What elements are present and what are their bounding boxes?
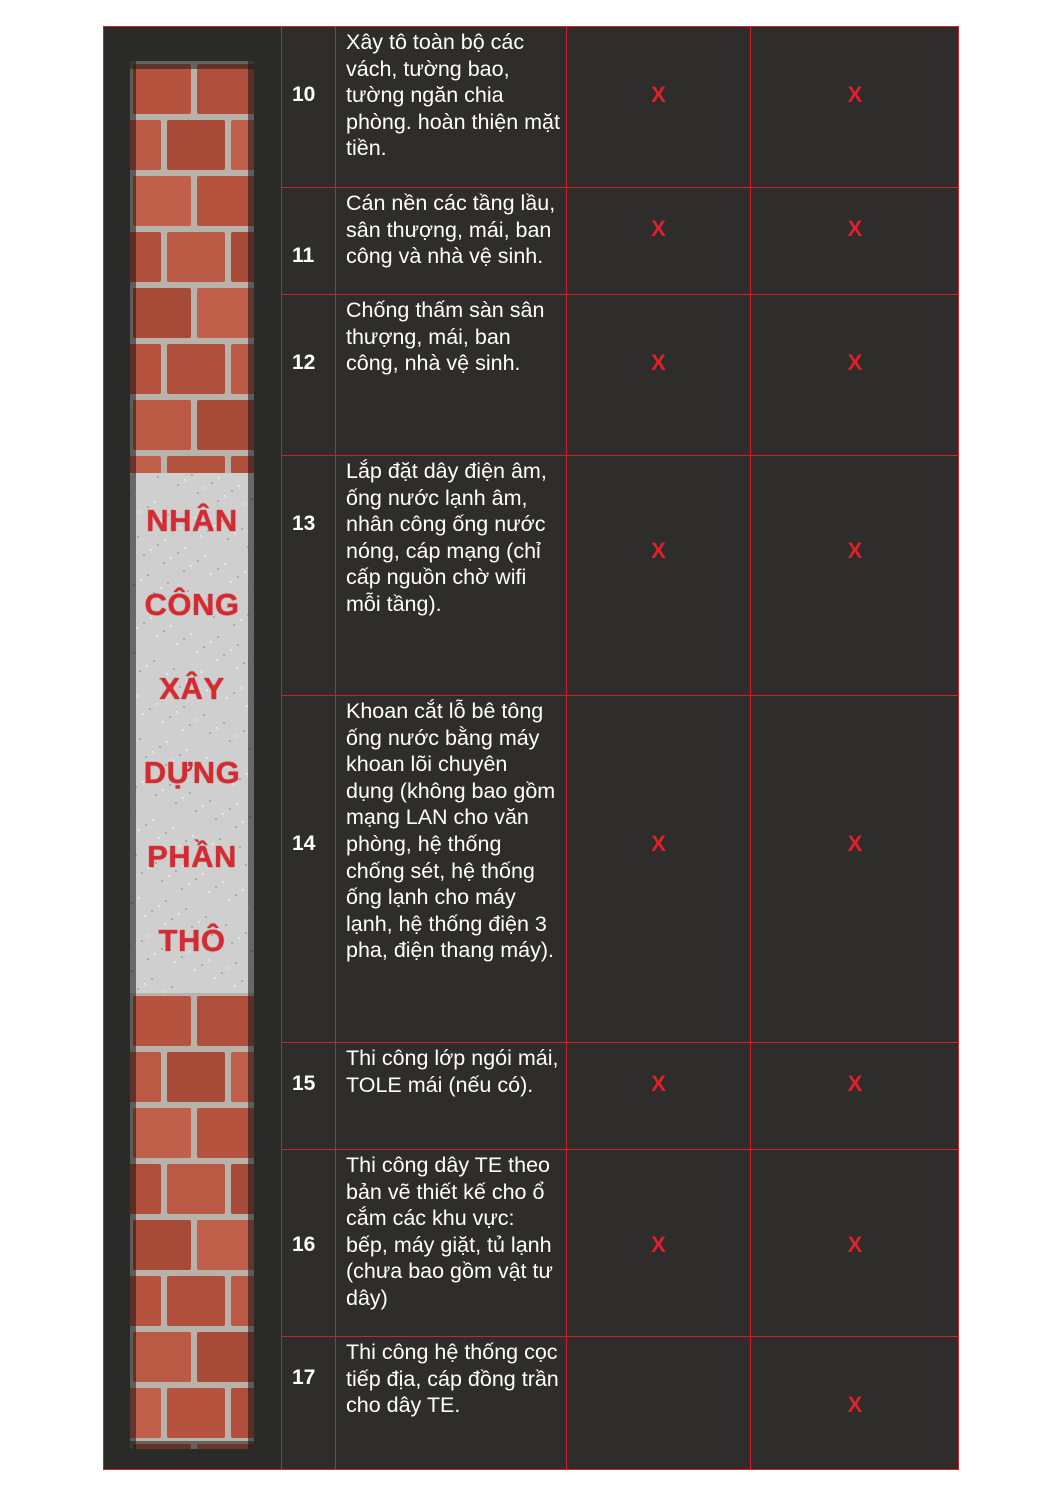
sidebar-label-line: NHÂN xyxy=(146,503,238,538)
sidebar-label-line: XÂY xyxy=(159,671,225,706)
table-row xyxy=(282,1150,959,1337)
check-mark-b: X xyxy=(847,831,863,856)
sidebar-label-line: CÔNG xyxy=(144,587,240,622)
table-row xyxy=(282,1043,959,1150)
check-mark-b: X xyxy=(847,216,863,241)
row-number: 17 xyxy=(292,1366,316,1389)
check-mark-b: X xyxy=(847,1392,863,1417)
sidebar-label-line: PHẦN xyxy=(147,839,237,874)
row-description: Chống thấm sàn sân thượng, mái, ban công, nhà vệ sinh. xyxy=(346,298,545,376)
check-mark-a: X xyxy=(651,1071,666,1096)
row-number: 16 xyxy=(292,1233,316,1256)
check-mark-a: X xyxy=(651,538,666,563)
check-mark-b: X xyxy=(847,1071,863,1096)
check-mark-a: X xyxy=(651,82,666,107)
row-description: Thi công hệ thống cọc tiếp địa, cáp đồng trần cho dây TE. xyxy=(346,1340,559,1418)
row-description: Khoan cắt lỗ bê tông ống nước bằng máy khoan lõi chuyên dụng (không bao gồm mạng LAN cho văn phòng, hệ thống chống sét, hệ thống ống lạnh cho máy lạnh, hệ thống điện 3 pha, điện thang máy). xyxy=(346,699,556,963)
row-number: 15 xyxy=(292,1072,316,1095)
check-mark-b: X xyxy=(847,1232,863,1257)
table-row xyxy=(282,456,959,696)
table-row xyxy=(282,696,959,1043)
sidebar-label xyxy=(130,479,254,983)
sidebar-column xyxy=(104,27,282,1469)
check-mark-a: X xyxy=(651,831,666,856)
row-number: 13 xyxy=(292,512,316,535)
row-number: 12 xyxy=(292,351,316,374)
row-description: Thi công lớp ngói mái, TOLE mái (nếu có). xyxy=(346,1046,559,1097)
brick-pillar-image xyxy=(130,61,254,1449)
row-number: 11 xyxy=(292,244,315,267)
table-row xyxy=(282,295,959,456)
row-description: Thi công dây TE theo bản vẽ thiết kế cho ổ cắm các khu vực: bếp, máy giặt, tủ lạnh (chưa bao gồm vật tư dây) xyxy=(346,1153,553,1310)
row-description: Lắp đặt dây điện âm, ống nước lạnh âm, nhân công ống nước nóng, cáp mạng (chỉ cấp nguồn chờ wifi mỗi tầng). xyxy=(346,459,547,616)
sidebar-label-line: DỰNG xyxy=(143,755,241,790)
row-number: 14 xyxy=(292,832,316,855)
check-mark-b: X xyxy=(847,538,863,563)
row-description: Cán nền các tầng lầu, sân thượng, mái, ban công và nhà vệ sinh. xyxy=(346,191,556,269)
check-mark-b: X xyxy=(847,82,863,107)
row-number: 10 xyxy=(292,83,316,106)
sidebar-label-line: THÔ xyxy=(158,923,226,958)
table-row xyxy=(282,27,959,188)
document-page xyxy=(103,26,959,1470)
check-mark-a: X xyxy=(651,216,666,241)
table-row xyxy=(282,188,959,295)
check-mark-a: X xyxy=(651,1232,666,1257)
table-row xyxy=(282,1337,959,1469)
check-mark-b: X xyxy=(847,350,863,375)
check-mark-a: X xyxy=(651,350,666,375)
row-description: Xây tô toàn bộ các vách, tường bao, tường ngăn chia phòng. hoàn thiện mặt tiền. xyxy=(346,30,560,161)
